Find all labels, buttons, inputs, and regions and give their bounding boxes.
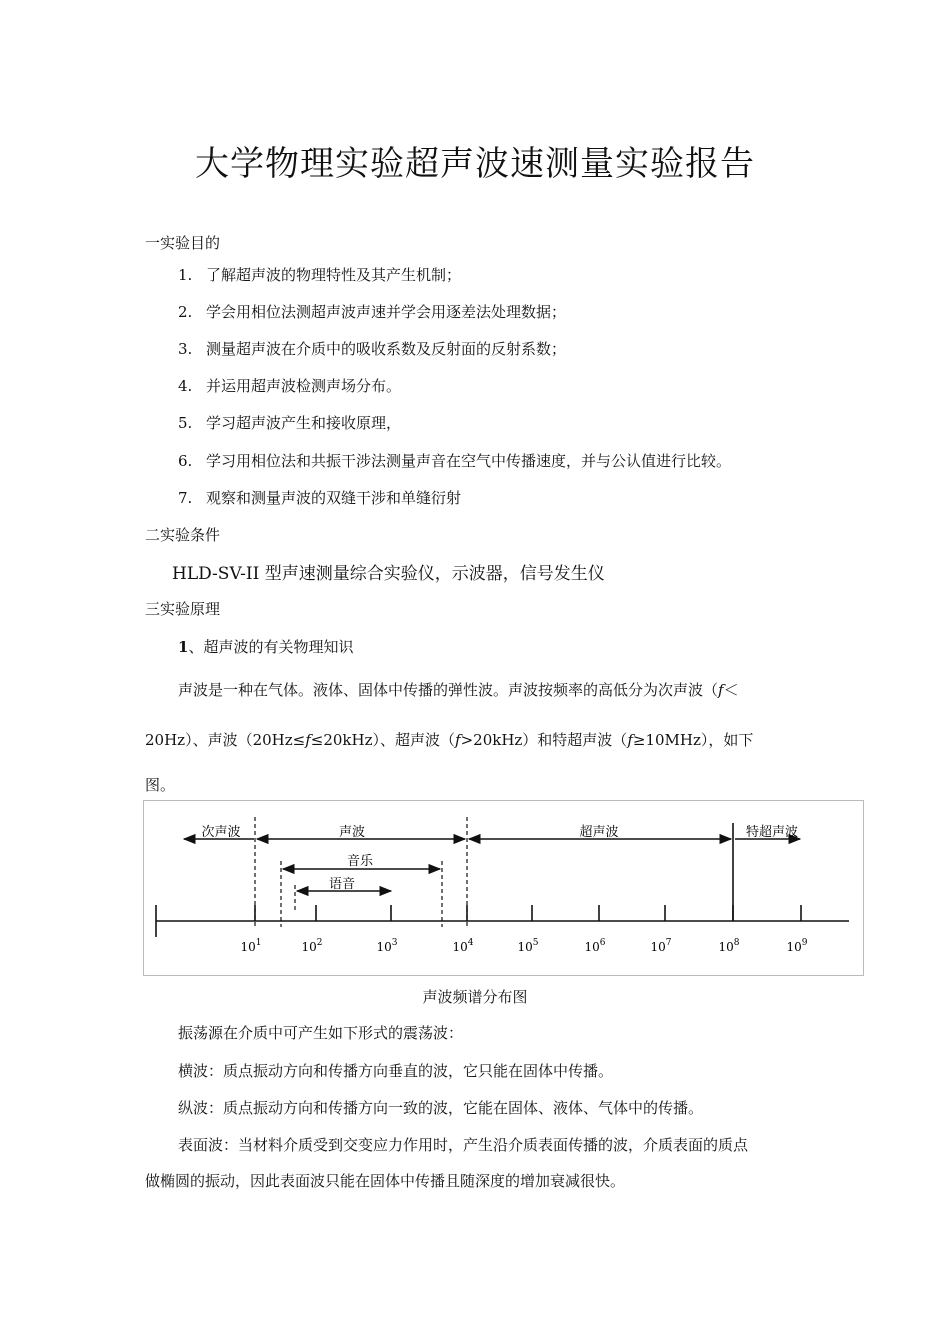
text-span: ≥10MHz），如下	[632, 731, 754, 749]
paragraph-transverse: 横波：质点振动方向和传播方向垂直的波，它只能在固体中传播。	[178, 1062, 614, 1080]
spectrum-diagram	[144, 801, 863, 975]
band-label-ultrasound: 超声波	[579, 825, 619, 840]
paragraph-line	[178, 679, 858, 700]
item-number: 1.	[178, 266, 193, 284]
purpose-item	[178, 301, 566, 322]
variable-f: f	[305, 731, 311, 749]
item-text: 学会用相位法测超声波声速并学会用逐差法处理数据；	[206, 303, 567, 321]
tick-exponent: 8	[733, 938, 740, 948]
paragraph-wave-intro: 振荡源在介质中可产生如下形式的震荡波：	[178, 1024, 464, 1042]
variable-f: f	[718, 681, 724, 699]
item-text: 学习用相位法和共振干涉法测量声音在空气中传播速度，并与公认值进行比较。	[206, 452, 732, 470]
text-span: 声波是一种在气体。液体、固体中传播的弹性波。声波按频率的高低分为次声波（	[178, 681, 719, 699]
subsection-text: 、超声波的有关物理知识	[188, 638, 354, 656]
band-label-infrasound: 次声波	[201, 825, 241, 840]
tick-label: $10^4$	[452, 938, 474, 954]
paragraph-line: 图。	[145, 776, 176, 794]
tick-label: $10^8$	[718, 938, 740, 954]
speech-label: 语音	[328, 877, 356, 892]
purpose-item	[178, 375, 401, 396]
item-text: 并运用超声波检测声场分布。	[206, 377, 402, 395]
text-span: ≤20kHz）、超声波（	[310, 731, 456, 749]
purpose-item	[178, 412, 401, 433]
tick-label: $10^9$	[786, 938, 808, 954]
paragraph-surface-line1: 表面波：当材料介质受到交变应力作用时，产生沿介质表面传播的波，介质表面的质点	[178, 1136, 749, 1154]
band-label-sound: 声波	[338, 825, 366, 840]
variable-f: f	[455, 731, 461, 749]
tick-label: $10^6$	[584, 938, 606, 954]
item-text: 测量超声波在介质中的吸收系数及反射面的反射系数；	[206, 340, 567, 358]
tick-exponent: 5	[532, 938, 539, 948]
variable-f: f	[627, 731, 633, 749]
frequency-spectrum-figure	[143, 800, 864, 976]
item-number: 3.	[178, 340, 193, 358]
item-text: 学习超声波产生和接收原理，	[206, 414, 402, 432]
tick-label: $10^1$	[240, 938, 262, 954]
tick-label: $10^3$	[376, 938, 398, 954]
tick-exponent: 2	[316, 938, 323, 948]
tick-exponent: 3	[391, 938, 398, 948]
tick-label: $10^5$	[517, 938, 539, 954]
document-title: 大学物理实验超声波速测量实验报告	[195, 144, 755, 184]
tick-label: $10^2$	[301, 938, 323, 954]
text-span: ＜	[723, 681, 739, 699]
paragraph-surface-line2: 做椭圆的振动，因此表面波只能在固体中传播且随深度的增加衰减很快。	[145, 1172, 626, 1190]
item-text: 观察和测量声波的双缝干涉和单缝衍射	[206, 489, 462, 507]
tick-label: $10^7$	[650, 938, 672, 954]
paragraph-line	[145, 729, 825, 750]
item-number: 4.	[178, 377, 193, 395]
item-number: 5.	[178, 414, 193, 432]
item-text: 了解超声波的物理特性及其产生机制；	[206, 266, 462, 284]
text-span: >20kHz）和特超声波（	[460, 731, 628, 749]
section-heading-conditions: 二实验条件	[145, 526, 221, 544]
item-number: 2.	[178, 303, 193, 321]
subsection-number: 1	[178, 638, 189, 656]
item-number: 7.	[178, 489, 193, 507]
band-label-hypersound: 特超声波	[745, 825, 799, 840]
purpose-item	[178, 487, 461, 508]
equipment-list: HLD-SV-II 型声速测量综合实验仪，示波器，信号发生仪	[172, 564, 605, 584]
subsection-title	[178, 636, 353, 657]
section-heading-principle: 三实验原理	[145, 600, 221, 618]
purpose-item	[178, 338, 566, 359]
text-span: 20Hz）、声波（20Hz≤	[145, 731, 306, 749]
tick-exponent: 1	[255, 938, 262, 948]
music-label: 音乐	[346, 854, 374, 869]
tick-exponent: 6	[599, 938, 606, 948]
item-number: 6.	[178, 452, 193, 470]
purpose-item	[178, 450, 731, 471]
tick-exponent: 9	[801, 938, 808, 948]
paragraph-longitudinal: 纵波：质点振动方向和传播方向一致的波，它能在固体、液体、气体中的传播。	[178, 1099, 704, 1117]
figure-caption: 声波频谱分布图	[422, 988, 528, 1006]
tick-exponent: 4	[467, 938, 474, 948]
purpose-item	[178, 264, 461, 285]
section-heading-purpose: 一实验目的	[145, 234, 221, 252]
tick-exponent: 7	[665, 938, 672, 948]
